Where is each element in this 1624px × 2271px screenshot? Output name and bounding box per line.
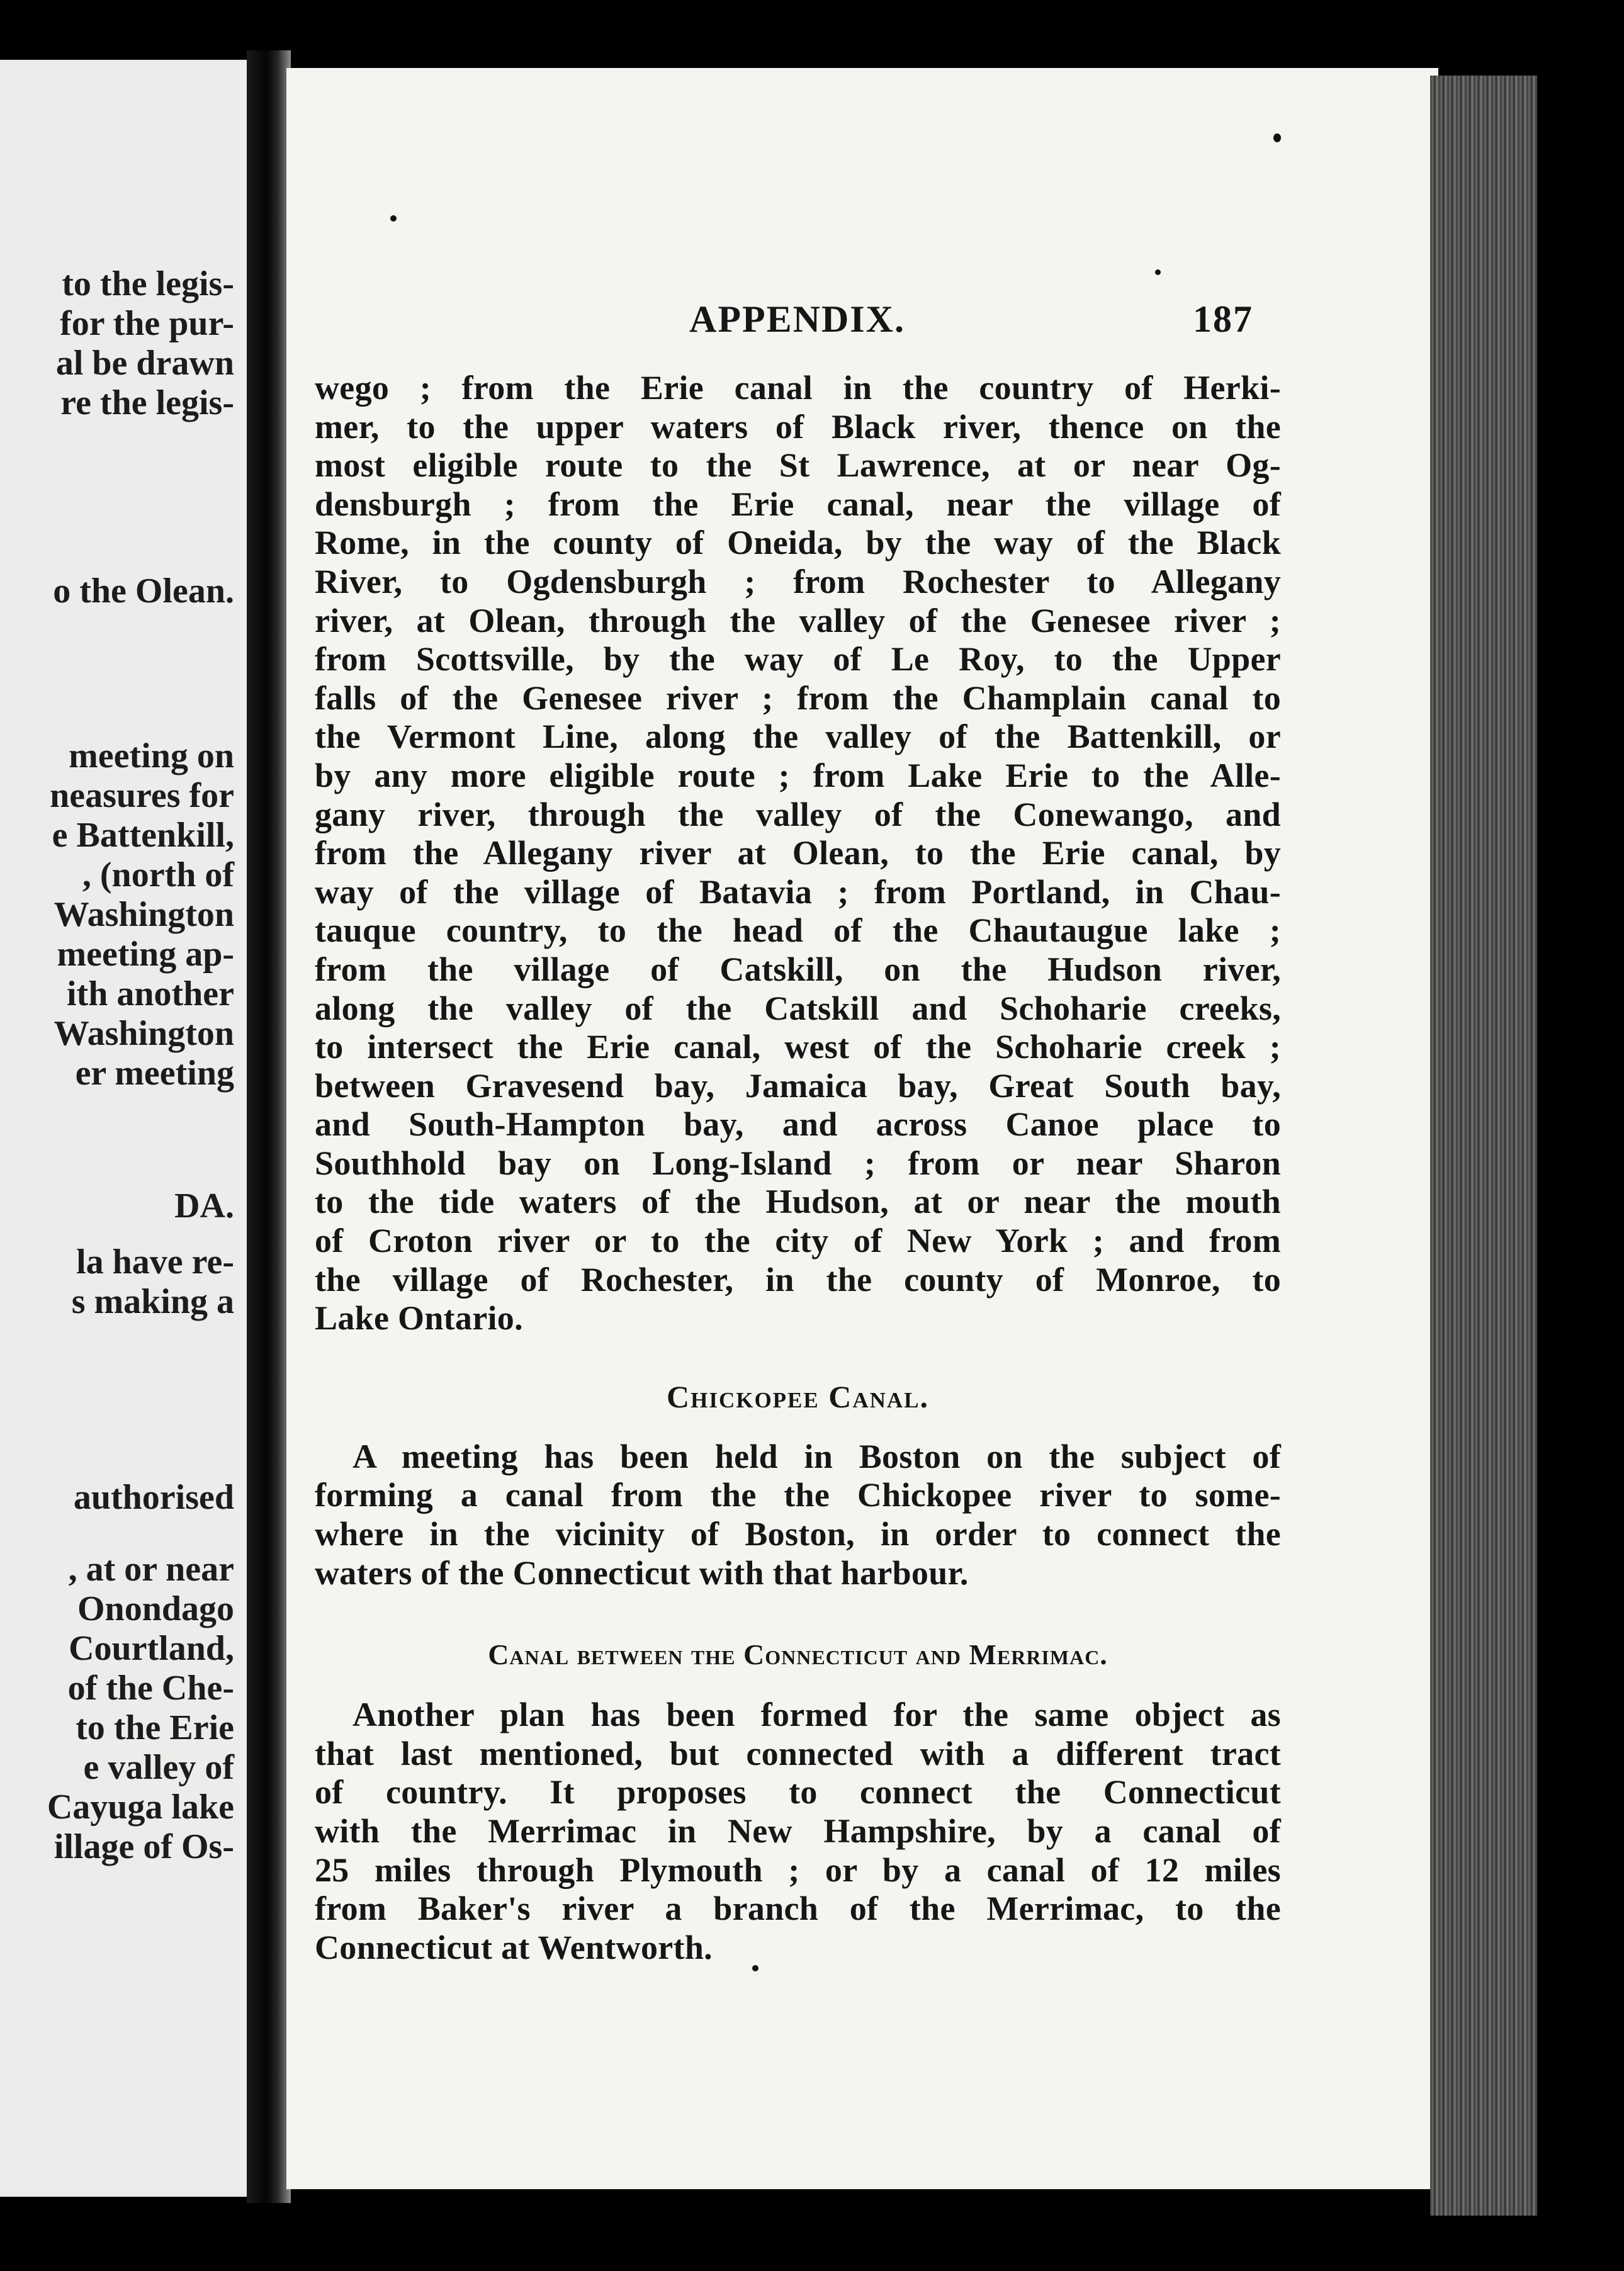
- left-page-fragment: to the legis-: [62, 264, 234, 303]
- text-line: where in the vicinity of Boston, in order to connect the: [315, 1515, 1281, 1553]
- text-line: the village of Rochester, in the county of Monroe, to: [315, 1260, 1281, 1299]
- left-page-fragment: er meeting: [75, 1054, 234, 1093]
- text-line: A meeting has been held in Boston on the subject of: [352, 1437, 1281, 1475]
- text-line: wego ; from the Erie canal in the country of Herki-: [315, 369, 1281, 407]
- text-line: River, to Ogdensburgh ; from Rochester to Allegany: [315, 562, 1281, 600]
- left-page-fragment: Courtland,: [69, 1629, 234, 1668]
- text-line: from Scottsville, by the way of Le Roy, to the Upper: [315, 640, 1281, 679]
- left-page-fragment: of the Che-: [67, 1669, 234, 1708]
- text-line: Rome, in the county of Oneida, by the way of the Black: [315, 524, 1281, 562]
- text-line: Connecticut at Wentworth.: [315, 1928, 713, 1966]
- left-page-fragment: re the legis-: [60, 383, 234, 422]
- left-page-fragment: illage of Os-: [54, 1827, 234, 1866]
- left-page-fragment: , at or near: [68, 1550, 234, 1589]
- left-page-fragment: meeting ap-: [57, 935, 234, 974]
- left-page-fragment: e Battenkill,: [52, 816, 234, 855]
- ink-speck: [390, 215, 397, 222]
- left-page-fragment: s making a: [71, 1282, 234, 1321]
- page-number: 187: [1193, 298, 1253, 340]
- left-page-fragment: neasures for: [50, 776, 234, 815]
- left-page-fragment: to the Erie: [76, 1708, 234, 1747]
- left-page: [0, 60, 247, 2197]
- left-page-fragment: Cayuga lake: [47, 1788, 234, 1827]
- running-title: APPENDIX.: [689, 298, 905, 340]
- text-line: river, at Olean, through the valley of the Genesee river ;: [315, 601, 1281, 640]
- left-page-fragment: la have re-: [76, 1243, 234, 1282]
- text-line: from the Allegany river at Olean, to the Erie canal, by: [315, 834, 1281, 872]
- text-line: densburgh ; from the Erie canal, near the village of: [315, 485, 1281, 523]
- book-fore-edge: [1430, 76, 1537, 2216]
- text-line: 25 miles through Plymouth ; or by a canal of 12 miles: [315, 1851, 1281, 1889]
- text-line: with the Merrimac in New Hampshire, by a canal of: [315, 1812, 1281, 1850]
- text-line: Another plan has been formed for the same object as: [352, 1696, 1281, 1734]
- text-line: of Croton river or to the city of New York ; and from: [315, 1222, 1281, 1260]
- chickopee-paragraph: [315, 1438, 1281, 1592]
- text-line: the Vermont Line, along the valley of the Battenkill, or: [315, 718, 1281, 756]
- left-page-fragment: for the pur-: [60, 304, 234, 343]
- text-line: mer, to the upper waters of Black river, thence on the: [315, 407, 1281, 446]
- text-line: and South-Hampton bay, and across Canoe place to: [315, 1105, 1281, 1144]
- text-line: from the village of Catskill, on the Hudson river,: [315, 950, 1281, 988]
- left-page-fragment: e valley of: [83, 1748, 234, 1787]
- left-page-fragment: o the Olean.: [53, 572, 234, 611]
- text-line: Southhold bay on Long-Island ; from or near Sharon: [315, 1144, 1281, 1182]
- ink-speck: [752, 1965, 758, 1971]
- text-line: falls of the Genesee river ; from the Champlain canal to: [315, 679, 1281, 717]
- left-page-fragment: , (north of: [82, 855, 234, 894]
- left-page-fragment: al be drawn: [55, 344, 234, 383]
- text-line: of country. It proposes to connect the Connecticut: [315, 1773, 1281, 1812]
- section-heading-chickopee: Chickopee Canal.: [666, 1378, 930, 1414]
- page-header: [286, 298, 1438, 348]
- text-line: between Gravesend bay, Jamaica bay, Great South bay,: [315, 1066, 1281, 1105]
- left-page-fragment: Washington: [54, 1014, 234, 1053]
- left-page-fragment: Washington: [54, 895, 234, 934]
- text-line: along the valley of the Catskill and Schoharie creeks,: [315, 989, 1281, 1027]
- book-gutter: [247, 50, 291, 2203]
- left-page-fragment: authorised: [73, 1478, 234, 1517]
- text-line: waters of the Connecticut with that harbour.: [315, 1553, 969, 1592]
- text-line: forming a canal from the the Chickopee river to some-: [315, 1476, 1281, 1514]
- left-page-fragment: DA.: [174, 1186, 234, 1226]
- text-line: tauque country, to the head of the Chautaugue lake ;: [315, 911, 1281, 950]
- left-page-fragment: Onondago: [77, 1589, 234, 1628]
- section-heading-merrimac: Canal between the Connecticut and Merrimac.: [488, 1638, 1108, 1671]
- text-line: from Baker's river a branch of the Merrimac, to the: [315, 1890, 1281, 1928]
- left-page-fragment: meeting on: [69, 736, 234, 775]
- text-line: by any more eligible route ; from Lake Erie to the Alle-: [315, 756, 1281, 794]
- text-line: Lake Ontario.: [315, 1299, 523, 1338]
- ink-speck: [1155, 269, 1161, 275]
- left-page-fragment: ith another: [67, 974, 234, 1013]
- ink-speck: [1273, 133, 1281, 142]
- text-line: most eligible route to the St Lawrence, at or near Og-: [315, 446, 1281, 485]
- text-line: gany river, through the valley of the Conewango, and: [315, 795, 1281, 833]
- page-text: [315, 369, 1281, 1967]
- merrimac-paragraph: [315, 1696, 1281, 1967]
- first-passage: [315, 369, 1281, 1338]
- text-line: that last mentioned, but connected with a different tract: [315, 1734, 1281, 1772]
- text-line: to intersect the Erie canal, west of the Schoharie creek ;: [315, 1028, 1281, 1066]
- right-page: [286, 68, 1438, 2189]
- text-line: way of the village of Batavia ; from Portland, in Chau-: [315, 872, 1281, 911]
- text-line: to the tide waters of the Hudson, at or near the mouth: [315, 1183, 1281, 1221]
